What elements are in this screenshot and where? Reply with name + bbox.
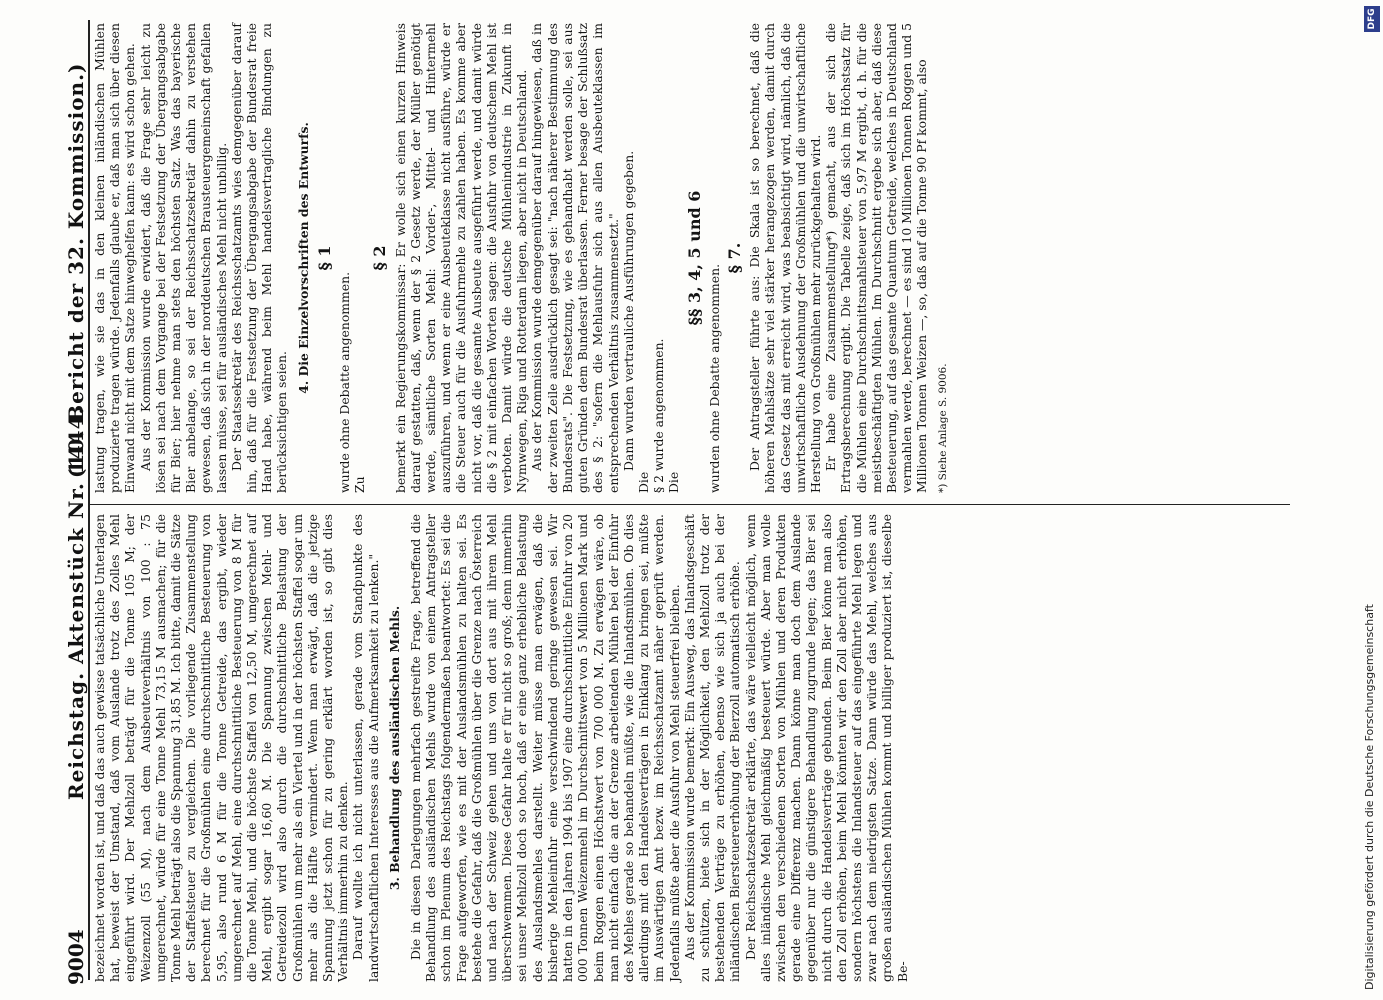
col1-paragraph: Darauf wollte ich nicht unterlassen, gerade vom Standpunkte des landwirtschaftlichen Interesses aus die Aufmerksamkeit zu lenken." xyxy=(350,514,381,982)
col2-paragraph: Dann wurden vertrauliche Ausführungen gegeben. xyxy=(620,150,636,471)
col2-paragraph: Der Antragsteller führte aus: Die Skala ist so berechnet, daß die höheren Mahlsätze sehr viel stärker herangezogen werden, damit durch das Gesetz das mit erreicht wird, was beabsichtigt wird, nämlich, daß die unwirtschaftliche Ausdehnung der Großmühlen und die unwirtschaftliche Herstellung von Großmühlen mehr zurückgehalten wird. xyxy=(747,23,823,493)
col1-paragraph: Aus der Kommission wurde bemerkt: Ein Ausweg, das Inlandsgeschäft zu schützen, biete sich in der Möglichkeit, den Mehlzoll trotz der bestehenden Verträge zu erhöhen, ebenso wie sich ja auch bei der inländischen Biersteuererhöhung der Bierzoll automatisch erhöhe. xyxy=(681,514,743,982)
col2-zu: Zu xyxy=(352,476,368,493)
digitization-note: Digitalisierung gefördert durch die Deutsche Forschungsgemeinschaft xyxy=(1363,604,1376,990)
header-left-title: Reichstag. Aktenstück Nr. 1444. xyxy=(64,406,88,800)
col1-paragraph: Der Reichsschatzsekretär erklärte, das wäre vielleicht möglich, wenn alles inländische Mehl gleichmäßig besteuert würde. Aber man wolle zwischen den verschiedenen Sorten von Mühlen und deren Produkten gerade eine Differenz machen. Dann könne man doch dem Auslande gegenüber nur die günstigere Behandlung zugrunde legen; das Bier sei nicht durch die Handelsverträge gebunden. Beim Bier könne man also den Zoll erhöhen, beim Mehl könnten wir den Zoll aber nicht erhöhen, sondern höchstens die Inlandsteuer auf das eingeführte Mehl legen und zwar nach dem niedrigsten Satze. Dann würde das Mehl, welches aus großen ausländischen Mühlen kommt und billiger produziert ist, dieselbe Be- xyxy=(742,514,910,982)
column-divider xyxy=(90,504,1290,505)
col2-paragraph: wurde ohne Debatte angenommen. xyxy=(337,271,353,493)
header-right-title: (10. Bericht der 32. Kommission.) xyxy=(64,62,88,478)
col2-paragraph: § 2 wurde angenommen. xyxy=(651,338,667,493)
col2-paragraph: bemerkt ein Regierungskommissar: Er wolle sich einen kurzen Hinweis darauf gestatten, daß, wenn der § 2 Gesetz werde, der Müller genötigt werde, sämtliche Sorten Mehl: Vorder-, Mittel- und Hintermehl auszuführen, und wenn er eine Ausbeuteklasse nicht ausführe, würde er die Steuer auch für die Ausfuhrmehle zu zahlen haben. Es komme aber nicht vor, daß die gesamte Ausbeute ausgeführt werde, und damit würde die § 2 mit einfachen Worten sagen: die Ausfuhr von deutschem Mehl ist verboten. Damit würde die deutsche Mühlenindustrie in Zukunft in Nymwegen, Riga und Rotterdam liegen, aber nicht in Deutschland. xyxy=(392,23,530,493)
col2-paragraph: Aus der Kommission wurde erwidert, daß die Frage sehr leicht zu lösen sei nach dem Vorgange bei der Festsetzung der Übergangsabgabe für Bier; hier nehme man stets den höchsten Satz. Was das bayerische Bier anbelange, so sei der Reichsschatzsekretär dahin zu verstehen gewesen, daß sich in der norddeutschen Brausteuergemeinschaft gefallen lassen müsse, sei für ausländisches Mehl nicht unbillig. xyxy=(137,23,229,493)
paragraph-sign-2: § 2 xyxy=(370,245,390,271)
col2-die: Die xyxy=(666,471,682,493)
col1-paragraph: bezeichnet worden ist, und daß das auch gewisse tatsächliche Unterlagen hat, beweist der Umstand, daß vom Auslande trotz des Zolles Mehl eingeführt wird. Der Mehlzoll beträgt für die Tonne 105 M; der Weizenzoll (55 M), nach dem Ausbeuteverhältnis von 100 : 75 umgerechnet, würde für eine Tonne Mehl 73,15 M ausmachen; für die Tonne Mehl beträgt also die Spannung 31,85 M. Ich bitte, damit die Sätze der Staffelsteuer zu vergleichen. Die vorliegende Zusammenstellung berechnet für die Großmühlen eine durchschnittliche Besteuerung von 5,95, also rund 6 M für die Tonne Getreide, das ergibt, wieder umgerechnet auf Mehl, eine durchschnittliche Besteuerung von 8 M für die Tonne Mehl, und die höchste Staffel von 12,50 M, umgerechnet auf Mehl, ergibt sogar 16,60 M. Die Spannung zwischen Mehl- und Getreidezoll wird also durch die durchschnittliche Belastung der Großmühlen um mehr als ein Viertel und in der höchsten Staffel sogar um mehr als die Hälfte vermindert. Wenn man erwägt, daß die jetzige Spannung jetzt schon für zu gering erklärt worden ist, so gibt dies Verhältnis immerhin zu denken. xyxy=(92,514,351,982)
section-heading-3: 3. Behandlung des ausländischen Mehls. xyxy=(386,605,402,891)
col2-paragraph: lastung tragen, wie sie das in den kleinen inländischen Mühlen produzierte tragen würde. Jedenfalls glaube er, daß man sich über diesen Einwand nicht mit dem Satze hinweghelfen kann: es wird schon gehen. xyxy=(92,23,138,493)
section-heading-4: 4. Die Einzelvorschriften des Entwurfs. xyxy=(295,122,311,394)
dfg-logo xyxy=(1364,6,1380,32)
header-rule xyxy=(88,20,90,980)
col2-paragraph: Er habe eine Zusammenstellung*) gemacht, aus der sich die Ertragsberechnung ergibt. Die Tabelle zeige, daß sich im Höchstsatz für die Mühlen eine Durchschnittsmahlsteuer von 5,97 M ergibt, d. h. für die meistbeschäftigten Mühlen. Im Durchschnitt ergebe sich aber, daß diese Besteuerung, auf das gesamte Quantum Getreide, welches in Deutschland vermahlen werde, berechnet — es sind 10 Millionen Tonnen Roggen und 5 Millionen Tonnen Weizen —, so, daß auf die Tonne 90 Pf kommt, also xyxy=(823,23,930,493)
col1-paragraph: Die in diesen Darlegungen mehrfach gestreifte Frage, betreffend die Behandlung des ausländischen Mehls wurde von einem Antragsteller schon im Plenum des Reichstags folgendermaßen beantwortet: Es sei die Frage aufgeworfen, wie es mit der Auslandsmühlen zu halten sei. Es bestehe die Gefahr, daß die Großmühlen über die Grenze nach Österreich und nach der Schweiz gehen und uns von dort aus mit ihrem Mehl überschwemmen. Diese Gefahr halte er für nicht so groß; denn immerhin sei unser Mehlzoll doch so hoch, daß er eine ganz erhebliche Belastung des Auslandsmehles darstellt. Weiter müsse man erwägen, daß die bisherige Mehleinfuhr eine verschwindend geringe gewesen sei. Wir hatten in den Jahren 1904 bis 1907 eine durchschnittliche Einfuhr von 20 000 Tonnen Weizenmehl im Durchschnittswert von 5 Millionen Mark und beim Roggen einen Höchstwert von 700 000 M. Zu erwägen wäre, ob man nicht einfach die an der Grenze arbeitenden Mühlen bei der Einfuhr des Mehles gerade so behandeln müßte, wie die Inlandsmühlen. Ob dies allerdings mit den Handelsverträgen in Einklang zu bringen sei, müßte im Auswärtigen Amt bezw. im Reichsschatzamt näher geprüft werden. Jedenfalls müßte aber die Ausfuhr von Mehl steuerfrei bleiben. xyxy=(408,514,682,982)
col2-paragraph: wurden ohne Debatte angenommen. xyxy=(706,263,722,493)
page-number: 9004 xyxy=(64,929,88,985)
paragraph-sign-1: § 1 xyxy=(314,245,334,271)
footnote: *) Siehe Anlage S. 9006. xyxy=(936,363,949,493)
paragraph-sign-7: § 7. xyxy=(724,242,744,274)
dfg-logo-text: DFG xyxy=(1367,8,1377,30)
column-right xyxy=(92,23,1287,493)
col2-die: Die xyxy=(635,471,651,493)
col2-paragraph: Aus der Kommission wurde demgegenüber darauf hingewiesen, daß in der zweiten Zeile ausdrücklich gesagt sei: "nach näherer Bestimmung des Bundesrats". Die Festsetzung, wie es gehandhabt werden solle, sei aus guten Gründen dem Bundesrat überlassen. Ferner besage der Schlußsatz des § 2: "sofern die Mehlausfuhr sich aus allen Ausbeuteklassen im entsprechenden Verhältnis zusammensetzt." xyxy=(529,23,621,493)
col2-paragraph: Der Staatssekretär des Reichsschatzamts wies demgegenüber darauf hin, daß für die Festsetzung der Übergangsabgabe der Bundesrat freie Hand habe, während beim Mehl handelsvertragliche Bindungen zu berücksichtigen seien. xyxy=(228,23,290,493)
column-left xyxy=(92,514,1287,982)
paragraph-sign-3-6: §§ 3, 4, 5 und 6 xyxy=(684,190,704,326)
